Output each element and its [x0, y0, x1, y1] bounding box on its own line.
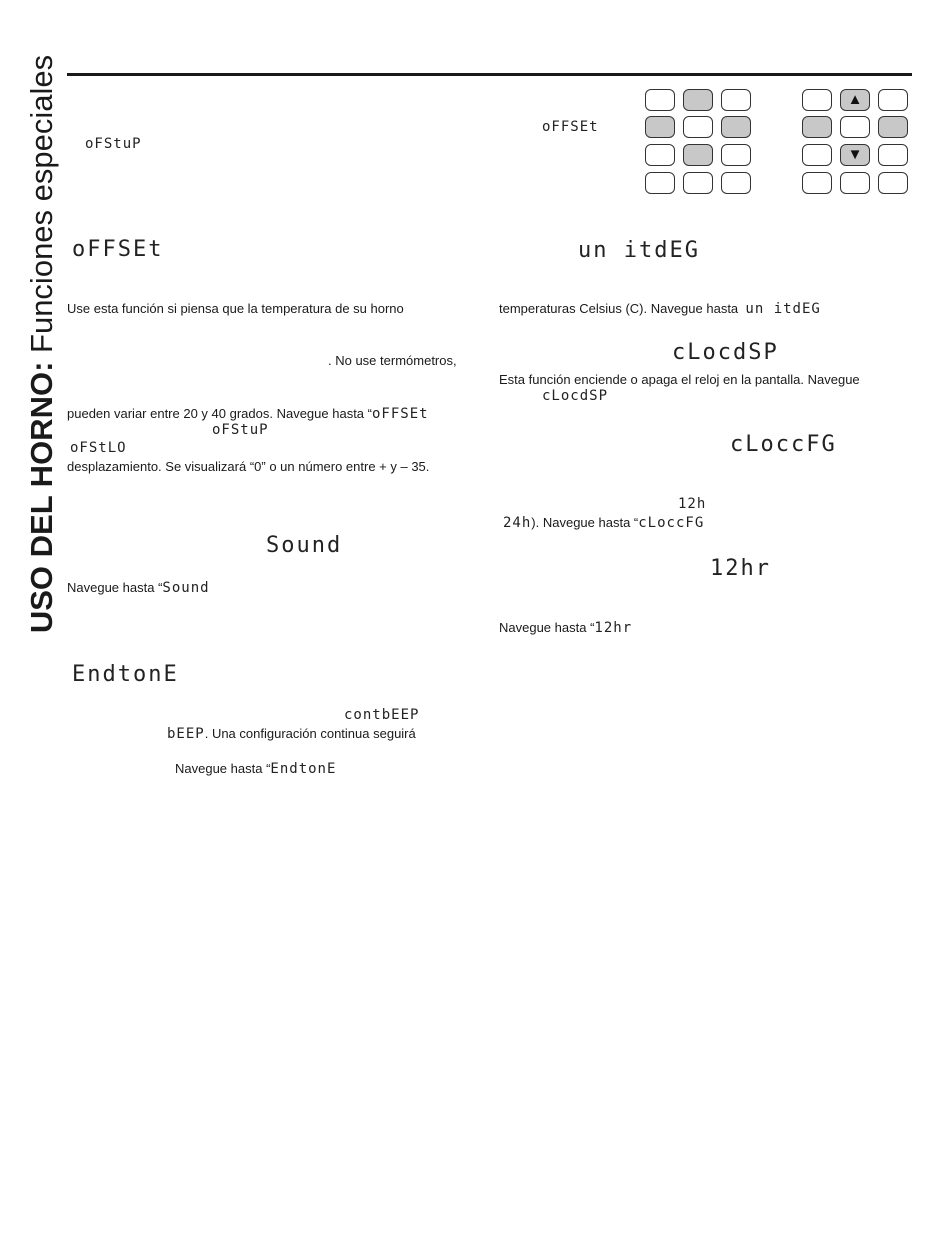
keypad-button-down — [840, 144, 870, 166]
keypad-button — [683, 116, 713, 138]
contbeep-code: contbEEP — [344, 707, 420, 723]
h12hr-code: 12hr — [594, 620, 633, 636]
clock-paragraph: Esta función enciende o apaga el reloj en la pantalla. Navegue — [499, 372, 860, 387]
endtone-code: EndtonE — [270, 761, 337, 777]
offset-paragraph-2: . No use termómetros, — [328, 353, 457, 368]
sound-code: Sound — [162, 580, 210, 596]
clocfg-code: cLoccFG — [638, 515, 705, 531]
keypad-button — [721, 89, 751, 111]
keypad-button — [802, 144, 832, 166]
offset-label: oFFSEt — [542, 119, 599, 135]
offset-paragraph-1: Use esta función si piensa que la temperatura de su horno — [67, 301, 404, 316]
keypad-button — [802, 89, 832, 111]
keypad-button — [645, 172, 675, 194]
keypad-button — [878, 89, 908, 111]
unit-code: un itdEG — [745, 301, 821, 317]
sidebar-section: USO DEL HORNO: — [24, 361, 59, 634]
keypad-button-highlighted — [683, 144, 713, 166]
keypad-button — [802, 172, 832, 194]
endtone-heading: EndtonE — [72, 662, 179, 687]
keypad-button-highlighted — [645, 116, 675, 138]
offset-code: oFFSEt — [371, 406, 429, 422]
keypad-button — [645, 89, 675, 111]
unit-paragraph — [499, 301, 821, 317]
sidebar-subsection: Funciones especiales — [24, 54, 59, 362]
keypad-button — [645, 144, 675, 166]
clocdsp-heading: cLocdSP — [672, 340, 779, 365]
up-arrow-icon: ▲ — [847, 91, 863, 108]
keypad-button-highlighted — [721, 116, 751, 138]
h12hr-text: Navegue hasta “ — [499, 620, 595, 635]
h24-code: 24h — [503, 515, 532, 531]
h24-paragraph — [503, 515, 704, 531]
keypad-button — [840, 172, 870, 194]
clocfg-heading: cLoccFG — [730, 432, 837, 457]
offset-heading: oFFSEt — [72, 237, 164, 262]
keypad-button — [721, 172, 751, 194]
keypad-button-highlighted — [802, 116, 832, 138]
offset-paragraph-3-text: pueden variar entre 20 y 40 grados. Navegue hasta “ — [67, 406, 372, 421]
keypad-button — [840, 116, 870, 138]
sound-heading: Sound — [266, 533, 343, 558]
ofstup-display: oFStuP — [85, 136, 142, 152]
beep-code: bEEP — [167, 726, 205, 742]
sound-paragraph — [67, 580, 210, 596]
keypad-button-highlighted — [878, 116, 908, 138]
sidebar-title — [24, 24, 60, 664]
sound-text: Navegue hasta “ — [67, 580, 163, 595]
keypad-button — [878, 172, 908, 194]
clock-code: cLocdSP — [542, 388, 609, 404]
unitdeg-heading: un itdEG — [578, 238, 700, 263]
unit-text: temperaturas Celsius (C). Navegue hasta — [499, 301, 739, 316]
keypad-button — [878, 144, 908, 166]
top-rule — [67, 73, 912, 76]
endtone-text: Navegue hasta “ — [175, 761, 271, 776]
keypad-button-up — [840, 89, 870, 111]
h12hr-heading: 12hr — [710, 556, 771, 581]
ofstup-code: oFStuP — [212, 422, 269, 438]
h12hr-paragraph — [499, 620, 632, 636]
offset-paragraph-3 — [67, 406, 429, 422]
beep-text: . Una configuración continua seguirá — [204, 726, 416, 741]
keypad-button-highlighted — [683, 89, 713, 111]
beep-paragraph — [167, 726, 416, 742]
down-arrow-icon: ▼ — [847, 146, 863, 163]
keypad-button — [721, 144, 751, 166]
keypad-button — [683, 172, 713, 194]
ofstlo-code: oFStLO — [70, 440, 127, 456]
offset-paragraph-5: desplazamiento. Se visualizará “0” o un número entre + y – 35. — [67, 459, 430, 474]
h24-text: ). Navegue hasta “ — [531, 515, 639, 530]
h12-code: 12h — [678, 496, 707, 512]
endtone-paragraph — [175, 761, 336, 777]
